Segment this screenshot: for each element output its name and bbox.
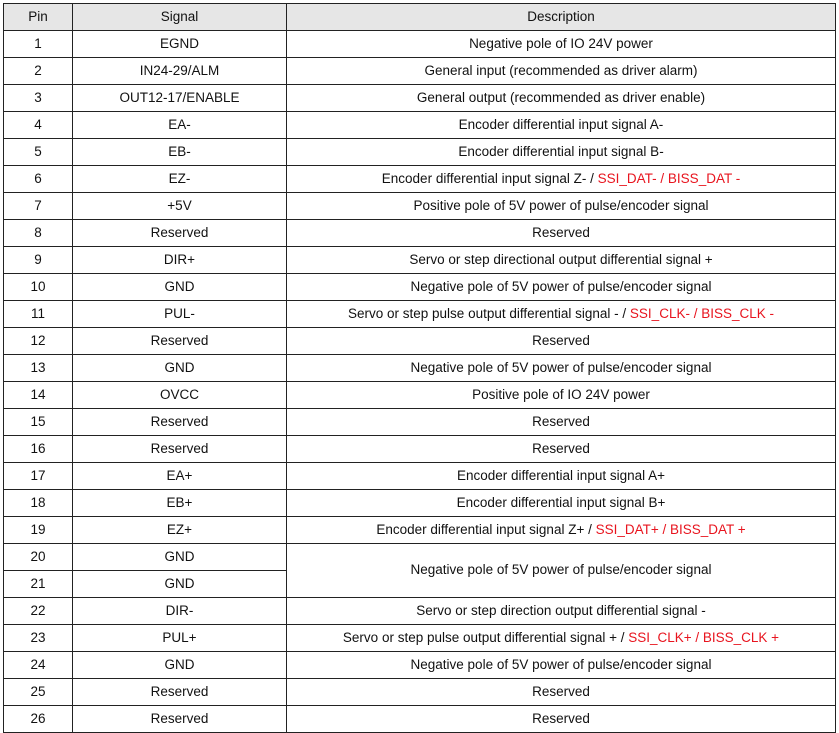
- signal-cell: OVCC: [73, 382, 287, 409]
- pin-cell: 12: [4, 328, 73, 355]
- header-signal: Signal: [73, 4, 287, 31]
- pin-cell: 18: [4, 490, 73, 517]
- signal-cell: EZ+: [73, 517, 287, 544]
- description-text: Servo or step directional output differential signal +: [409, 251, 713, 267]
- description-cell: [287, 247, 836, 274]
- signal-cell: Reserved: [73, 679, 287, 706]
- signal-cell: OUT12-17/ENABLE: [73, 85, 287, 112]
- signal-cell: EB+: [73, 490, 287, 517]
- description-highlight: SSI_CLK- / BISS_CLK -: [629, 305, 774, 321]
- description-cell: [287, 355, 836, 382]
- description-text: Reserved: [532, 710, 590, 726]
- description-highlight: SSI_CLK+ / BISS_CLK +: [628, 629, 780, 645]
- table-row: [4, 58, 836, 85]
- description-text: Positive pole of IO 24V power: [472, 386, 650, 402]
- description-text: General output (recommended as driver enable): [416, 89, 706, 105]
- description-cell: [287, 544, 836, 598]
- signal-cell: GND: [73, 274, 287, 301]
- pin-cell: 8: [4, 220, 73, 247]
- table-row: [4, 112, 836, 139]
- description-text: Servo or step direction output differential signal -: [416, 602, 706, 618]
- description-cell: [287, 625, 836, 652]
- signal-cell: +5V: [73, 193, 287, 220]
- pin-cell: 15: [4, 409, 73, 436]
- description-text: Encoder differential input signal A-: [458, 116, 664, 132]
- description-text: Reserved: [532, 332, 590, 348]
- pin-cell: 23: [4, 625, 73, 652]
- description-cell: [287, 598, 836, 625]
- pin-cell: 19: [4, 517, 73, 544]
- description-highlight: SSI_DAT+ / BISS_DAT +: [595, 521, 746, 537]
- description-text: Servo or step pulse output differential signal + /: [342, 629, 629, 645]
- signal-cell: EA-: [73, 112, 287, 139]
- pin-cell: 16: [4, 436, 73, 463]
- table-row: [4, 517, 836, 544]
- description-text: Negative pole of 5V power of pulse/encoder signal: [410, 656, 712, 672]
- table-body: [4, 31, 836, 733]
- signal-cell: Reserved: [73, 436, 287, 463]
- description-cell: [287, 436, 836, 463]
- table-row: [4, 274, 836, 301]
- pin-cell: 25: [4, 679, 73, 706]
- signal-cell: DIR-: [73, 598, 287, 625]
- description-cell: [287, 85, 836, 112]
- pin-cell: 2: [4, 58, 73, 85]
- description-cell: [287, 679, 836, 706]
- pin-cell: 17: [4, 463, 73, 490]
- description-text: General input (recommended as driver alarm): [424, 62, 698, 78]
- description-cell: [287, 382, 836, 409]
- signal-cell: GND: [73, 544, 287, 571]
- description-cell: [287, 274, 836, 301]
- table-row: [4, 490, 836, 517]
- description-cell: [287, 652, 836, 679]
- table-row: [4, 625, 836, 652]
- description-highlight: SSI_DAT- / BISS_DAT -: [597, 170, 741, 186]
- signal-cell: GND: [73, 355, 287, 382]
- table-row: [4, 382, 836, 409]
- description-cell: [287, 409, 836, 436]
- description-text: Encoder differential input signal B+: [456, 494, 666, 510]
- description-text: Positive pole of 5V power of pulse/encoder signal: [413, 197, 709, 213]
- description-cell: [287, 58, 836, 85]
- description-text: Encoder differential input signal A+: [456, 467, 666, 483]
- signal-cell: EA+: [73, 463, 287, 490]
- description-cell: [287, 220, 836, 247]
- description-cell: [287, 301, 836, 328]
- table-row: [4, 544, 836, 571]
- description-text: Reserved: [532, 413, 590, 429]
- signal-cell: DIR+: [73, 247, 287, 274]
- description-text: Reserved: [532, 224, 590, 240]
- signal-cell: Reserved: [73, 220, 287, 247]
- description-cell: [287, 139, 836, 166]
- description-text: Negative pole of 5V power of pulse/encoder signal: [410, 359, 712, 375]
- description-text: Negative pole of IO 24V power: [469, 35, 653, 51]
- table-row: [4, 193, 836, 220]
- pin-cell: 10: [4, 274, 73, 301]
- table-row: [4, 652, 836, 679]
- signal-cell: GND: [73, 571, 287, 598]
- description-cell: [287, 193, 836, 220]
- description-text: Encoder differential input signal Z+ /: [376, 521, 596, 537]
- signal-cell: Reserved: [73, 409, 287, 436]
- pin-cell: 14: [4, 382, 73, 409]
- description-cell: [287, 463, 836, 490]
- table-row: [4, 679, 836, 706]
- header-pin: Pin: [4, 4, 73, 31]
- pin-cell: 9: [4, 247, 73, 274]
- description-text: Encoder differential input signal Z- /: [381, 170, 598, 186]
- table-row: [4, 409, 836, 436]
- signal-cell: EGND: [73, 31, 287, 58]
- table-row: [4, 706, 836, 733]
- pin-table: [3, 3, 836, 733]
- signal-cell: IN24-29/ALM: [73, 58, 287, 85]
- description-text: Reserved: [532, 683, 590, 699]
- description-text: Negative pole of 5V power of pulse/encoder signal: [410, 278, 712, 294]
- description-text: Encoder differential input signal B-: [458, 143, 664, 159]
- description-cell: [287, 706, 836, 733]
- signal-cell: EZ-: [73, 166, 287, 193]
- description-cell: [287, 112, 836, 139]
- signal-cell: PUL+: [73, 625, 287, 652]
- signal-cell: PUL-: [73, 301, 287, 328]
- pin-cell: 4: [4, 112, 73, 139]
- table-row: [4, 166, 836, 193]
- description-cell: [287, 328, 836, 355]
- table-row: [4, 463, 836, 490]
- pin-cell: 13: [4, 355, 73, 382]
- table-row: [4, 247, 836, 274]
- signal-cell: Reserved: [73, 706, 287, 733]
- pin-cell: 20: [4, 544, 73, 571]
- description-cell: [287, 517, 836, 544]
- table-row: [4, 436, 836, 463]
- description-text: Servo or step pulse output differential signal - /: [348, 305, 630, 321]
- pin-cell: 1: [4, 31, 73, 58]
- table-row: [4, 220, 836, 247]
- pin-cell: 22: [4, 598, 73, 625]
- pin-cell: 3: [4, 85, 73, 112]
- pin-cell: 24: [4, 652, 73, 679]
- table-row: [4, 85, 836, 112]
- pin-cell: 7: [4, 193, 73, 220]
- description-cell: [287, 31, 836, 58]
- pin-cell: 26: [4, 706, 73, 733]
- header-description: Description: [287, 4, 836, 31]
- table-row: [4, 31, 836, 58]
- description-cell: [287, 490, 836, 517]
- signal-cell: EB-: [73, 139, 287, 166]
- description-cell: [287, 166, 836, 193]
- table-row: [4, 355, 836, 382]
- pin-cell: 21: [4, 571, 73, 598]
- signal-cell: Reserved: [73, 328, 287, 355]
- pin-cell: 5: [4, 139, 73, 166]
- header-row: [4, 4, 836, 31]
- description-text: Reserved: [532, 440, 590, 456]
- pin-cell: 6: [4, 166, 73, 193]
- table-row: [4, 301, 836, 328]
- table-row: [4, 328, 836, 355]
- table-header: [4, 4, 836, 31]
- table-row: [4, 139, 836, 166]
- pin-cell: 11: [4, 301, 73, 328]
- description-text: Negative pole of 5V power of pulse/encoder signal: [410, 562, 712, 578]
- signal-cell: GND: [73, 652, 287, 679]
- table-row: [4, 598, 836, 625]
